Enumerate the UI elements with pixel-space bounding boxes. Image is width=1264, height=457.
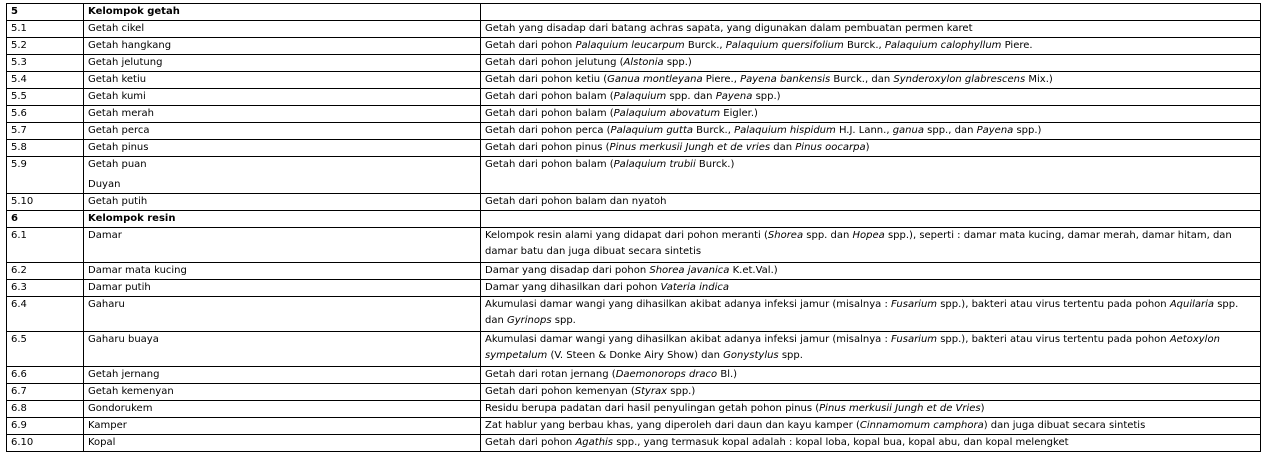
table-row — [7, 89, 1261, 106]
table-row — [7, 106, 1261, 123]
group-desc-cell — [481, 4, 1261, 21]
group-desc-cell — [481, 211, 1261, 228]
group-title: Kelompok resin — [84, 211, 481, 228]
row-description: Getah dari pohon Agathis spp., yang termasuk kopal adalah : kopal loba, kopal bua, kopal abu, dan kopal melengket — [481, 435, 1261, 452]
row-description: Residu berupa padatan dari hasil penyulingan getah pohon pinus (Pinus merkusii Jungh et de Vries) — [481, 401, 1261, 418]
row-name: Kamper — [84, 418, 481, 435]
table-row — [7, 418, 1261, 435]
row-name: Kopal — [84, 435, 481, 452]
row-name-secondary: Duyan — [88, 179, 121, 190]
row-code: 6.3 — [7, 280, 84, 297]
row-description: Getah dari pohon balam (Palaquium trubii Burck.) — [481, 157, 1261, 194]
row-name: Getah jernang — [84, 367, 481, 384]
table-row — [7, 38, 1261, 55]
row-name: Getah putih — [84, 194, 481, 211]
row-code: 6.2 — [7, 263, 84, 280]
row-name: Gondorukem — [84, 401, 481, 418]
table-row — [7, 140, 1261, 157]
row-code: 6.4 — [7, 297, 84, 332]
row-description: Zat hablur yang berbau khas, yang diperoleh dari daun dan kayu kamper (Cinnamomum camphora) dan juga dibuat secara sintetis — [481, 418, 1261, 435]
table-row — [7, 263, 1261, 280]
row-code: 5.2 — [7, 38, 84, 55]
table-row — [7, 72, 1261, 89]
row-description: Getah dari pohon balam (Palaquium spp. dan Payena spp.) — [481, 89, 1261, 106]
table-row — [7, 228, 1261, 263]
group-code: 5 — [7, 4, 84, 21]
row-name: Getah ketiu — [84, 72, 481, 89]
row-code: 5.5 — [7, 89, 84, 106]
group-code: 6 — [7, 211, 84, 228]
row-name: Getah kemenyan — [84, 384, 481, 401]
table-body — [7, 4, 1261, 452]
row-code: 6.10 — [7, 435, 84, 452]
row-code: 6.6 — [7, 367, 84, 384]
product-table — [6, 3, 1261, 452]
table-row — [7, 280, 1261, 297]
row-name: Getah hangkang — [84, 38, 481, 55]
row-name: Getah perca — [84, 123, 481, 140]
row-code: 6.9 — [7, 418, 84, 435]
group-header-row — [7, 4, 1261, 21]
table-row — [7, 55, 1261, 72]
table-row — [7, 297, 1261, 332]
row-code: 5.3 — [7, 55, 84, 72]
group-title: Kelompok getah — [84, 4, 481, 21]
row-code: 6.5 — [7, 332, 84, 367]
row-description: Damar yang disadap dari pohon Shorea javanica K.et.Val.) — [481, 263, 1261, 280]
table-row — [7, 384, 1261, 401]
row-code: 5.1 — [7, 21, 84, 38]
row-code: 5.7 — [7, 123, 84, 140]
row-description: Akumulasi damar wangi yang dihasilkan akibat adanya infeksi jamur (misalnya : Fusarium spp.), bakteri atau virus tertentu pada pohon Aetoxylon sympetalum (V. Steen & Donke Airy Show) dan Gonystylus spp. — [481, 332, 1261, 367]
table-row — [7, 401, 1261, 418]
table-row — [7, 21, 1261, 38]
row-name: Damar — [84, 228, 481, 263]
table-row — [7, 332, 1261, 367]
row-code: 5.6 — [7, 106, 84, 123]
row-description: Getah yang disadap dari batang achras sapata, yang digunakan dalam pembuatan permen karet — [481, 21, 1261, 38]
row-name: Damar mata kucing — [84, 263, 481, 280]
row-description: Akumulasi damar wangi yang dihasilkan akibat adanya infeksi jamur (misalnya : Fusarium spp.), bakteri atau virus tertentu pada pohon Aquilaria spp. dan Gyrinops spp. — [481, 297, 1261, 332]
row-name: Getah jelutung — [84, 55, 481, 72]
row-code: 6.8 — [7, 401, 84, 418]
row-name: Getah merah — [84, 106, 481, 123]
row-description: Getah dari pohon jelutung (Alstonia spp.) — [481, 55, 1261, 72]
row-description: Getah dari pohon balam (Palaquium abovatum Eigler.) — [481, 106, 1261, 123]
row-description: Kelompok resin alami yang didapat dari pohon meranti (Shorea spp. dan Hopea spp.), seperti : damar mata kucing, damar merah, damar hitam, dan damar batu dan juga dibuat secara sintetis — [481, 228, 1261, 263]
table-row — [7, 435, 1261, 452]
row-description: Getah dari pohon balam dan nyatoh — [481, 194, 1261, 211]
table-row — [7, 123, 1261, 140]
row-description: Getah dari pohon perca (Palaquium gutta Burck., Palaquium hispidum H.J. Lann., ganua spp., dan Payena spp.) — [481, 123, 1261, 140]
row-name: Getah pinus — [84, 140, 481, 157]
group-header-row — [7, 211, 1261, 228]
row-code: 6.7 — [7, 384, 84, 401]
row-code: 6.1 — [7, 228, 84, 263]
row-description: Getah dari rotan jernang (Daemonorops draco Bl.) — [481, 367, 1261, 384]
row-code: 5.4 — [7, 72, 84, 89]
row-description: Getah dari pohon kemenyan (Styrax spp.) — [481, 384, 1261, 401]
row-code: 5.10 — [7, 194, 84, 211]
row-description: Getah dari pohon ketiu (Ganua montleyana Piere., Payena bankensis Burck., dan Synderoxylon glabrescens Mix.) — [481, 72, 1261, 89]
row-name: Getah puan Duyan — [84, 157, 481, 194]
row-name: Getah kumi — [84, 89, 481, 106]
row-name: Gaharu buaya — [84, 332, 481, 367]
row-description: Getah dari pohon pinus (Pinus merkusii Jungh et de vries dan Pinus oocarpa) — [481, 140, 1261, 157]
table-row — [7, 367, 1261, 384]
row-code: 5.8 — [7, 140, 84, 157]
table-row — [7, 157, 1261, 194]
table-row — [7, 194, 1261, 211]
row-name: Gaharu — [84, 297, 481, 332]
row-name: Getah cikel — [84, 21, 481, 38]
row-code: 5.9 — [7, 157, 84, 194]
row-name: Damar putih — [84, 280, 481, 297]
row-description: Damar yang dihasilkan dari pohon Vateria indica — [481, 280, 1261, 297]
row-description: Getah dari pohon Palaquium leucarpum Burck., Palaquium quersifolium Burck., Palaquium calophyllum Piere. — [481, 38, 1261, 55]
